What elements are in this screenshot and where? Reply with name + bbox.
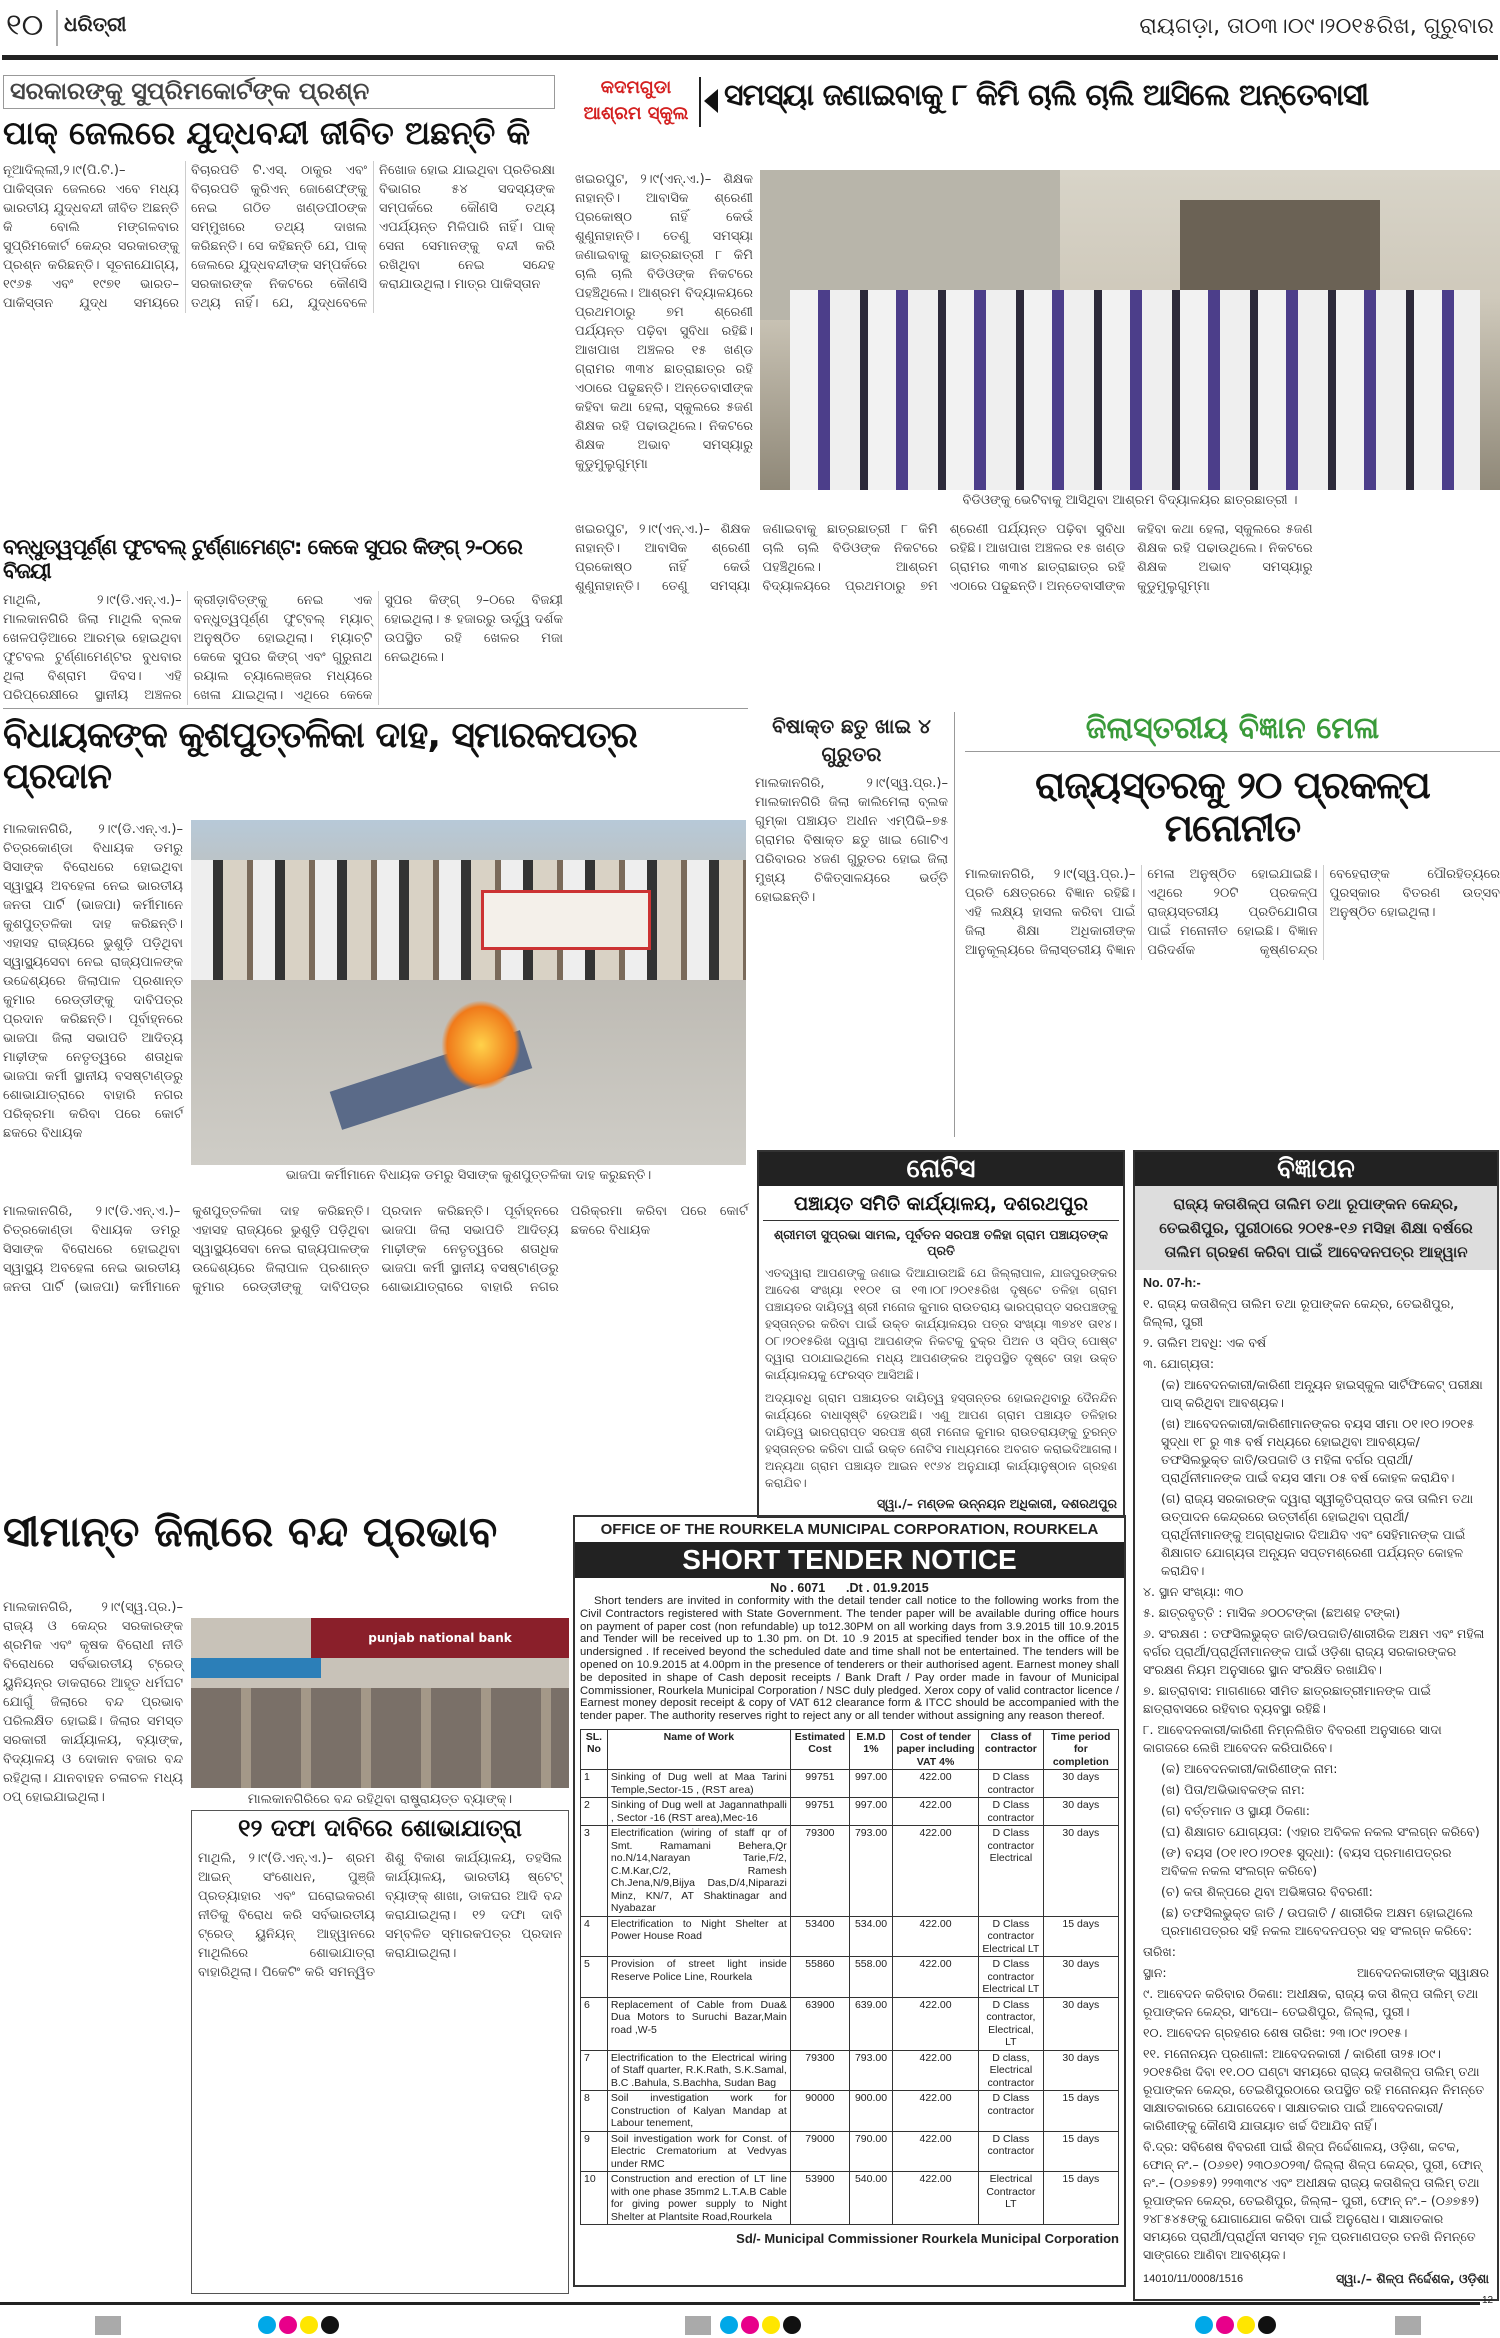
- table-cell: 30 days: [1043, 1997, 1118, 2050]
- table-cell: 558.00: [849, 1957, 892, 1998]
- table-row: [581, 1798, 1119, 1826]
- tender-notice: [573, 1515, 1126, 2287]
- notice-addressee: ଶ୍ରୀମତୀ ସୁପ୍ରଭା ସାମଲ, ପୂର୍ବତନ ସରପଞ୍ଚ ତଳିହା ଗ୍ରାମ ପଞ୍ଚାୟତଙ୍କ ପ୍ରତି: [773, 1226, 1108, 1258]
- table-cell: 10: [581, 2172, 608, 2225]
- table-cell: 7: [581, 2050, 608, 2091]
- dateline: ରାୟଗଡ଼ା, ତା୦୩।୦୯।୨୦୧୫ରିଖ, ଗୁରୁବାର: [1139, 14, 1494, 39]
- article-body: ମାଥିଲି, ୨।୯(ଡି.ଏନ୍.ଏ.)– ଶ୍ରମ ଆଇନ୍ ସଂଶୋଧନ, ପୁଞ୍ଜି ପ୍ରତ୍ୟାହାର ଏବଂ ଘରୋଇକରଣ ନୀତିକୁ ବିରୋଧ କରି ସର୍ବଭାରତୀୟ ଟ୍ରେଡ୍ ୟୁନିୟନ୍ ଆହ୍ୱାନରେ ମାଥିଲିରେ ଶୋଭାଯାତ୍ରା ବାହାରିଥିଲା। ପିକେଟିଂ କରି ସମନ୍ୱିତ ଶିଶୁ ବିକାଶ କାର୍ଯ୍ୟାଳୟ, ତହସିଲ କାର୍ଯ୍ୟାଳୟ, ଭାରତୀୟ ଷ୍ଟେଟ୍ ବ୍ୟାଙ୍କ୍ ଶାଖା, ଡାକଘର ଆଦି ବନ୍ଦ କରାଯାଇଥିଲା। ୧୨ ଦଫା ଦାବି ସମ୍ବଳିତ ସ୍ମାରକପତ୍ର ପ୍ରଦାନ କରାଯାଇଥିଲା।: [198, 1850, 562, 1980]
- table-cell: 422.00: [893, 1826, 979, 1917]
- table-cell: 997.00: [849, 1770, 892, 1798]
- ad-item: ୧. ରାଜ୍ୟ କତାଶିଳ୍ପ ତାଲିମ ତଥା ରୂପାଙ୍କନ କେନ୍ଦ୍ର, ତେଇଶିପୁର, ଜିଲ୍ଲା, ପୁରୀ: [1143, 1296, 1455, 1329]
- article-headline: ସମସ୍ୟା ଜଣାଇବାକୁ ୮ କିମି ଚାଲି ଚାଲି ଆସିଲେ ଅନ୍ତେବାସୀ: [724, 78, 1369, 113]
- ad-item: (ଙ) ବୟସ (୦୧।୧୦।୨୦୧୫ ସୁଦ୍ଧା): (ବୟସ ପ୍ରମାଣପତ୍ରର ଅବିକଳ ନକଲ ସଂଲଗ୍ନ କରିବେ): [1161, 1845, 1452, 1878]
- table-row: [581, 1957, 1119, 1998]
- table-cell: Electrification (wiring of staff qr of Smt. Ramamani Behera,Qr no.N/14,Narayan Tarie,F/2, C.M.Kar,C/2, Ramesh Ch.Jena,N/9,Bijya Das,D/4,Niparazi Minz, KN/7, AT Shaktinagar and Nyabazar: [607, 1826, 790, 1917]
- arrow-icon: [704, 89, 718, 113]
- registration-dot: [258, 2316, 276, 2334]
- photo-effigy-burning: [191, 820, 746, 1165]
- notice-panchayat: [757, 1150, 1125, 1518]
- newspaper-logo: ଧରିତ୍ରୀ: [64, 12, 127, 36]
- column-header: Estimated Cost: [790, 1729, 849, 1770]
- table-cell: D Class contractor: [979, 2091, 1044, 2132]
- article-body: ମାଲକାନଗିରି, ୨।୯(ସ୍ୱ.ପ୍ର.)– ପ୍ରତି କ୍ଷେତ୍ରରେ ବିଜ୍ଞାନ ରହିଛି। ଏହି ଲକ୍ଷ୍ୟ ହାସଲ କରିବା ପାଇଁ ଜିଲା ଶିକ୍ଷା ଅଧିକାରୀଙ୍କ ଆନୁକୂଲ୍ୟରେ ଜିଲାସ୍ତରୀୟ ବିଜ୍ଞାନ ମେଳା ଅନୁଷ୍ଠିତ ହୋଇଯାଇଛି। ଏଥିରେ ୨୦ଟି ପ୍ରକଳ୍ପ ରାଜ୍ୟସ୍ତରୀୟ ପ୍ରତିଯୋଗିତା ପାଇଁ ମନୋନୀତ ହୋଇଛି। ବିଜ୍ଞାନ ପରିଦର୍ଶକ କୃଷ୍ଣଚନ୍ଦ୍ର ବେହେରାଙ୍କ ପୌରହିତ୍ୟରେ ପୁରସ୍କାର ବିତରଣ ଉତ୍ସବ ଅନୁଷ୍ଠିତ ହୋଇଥିଲା।: [965, 866, 1500, 958]
- tender-text: Short tenders are invited in conformity with the detail tender call notice to the following works from the Civil Contractors registered with State Government. The tender paper will be available during office hours on payment of paper cost (non refundable) up to12.30PM on all working days from 3.9.2015 till 10.9.2015 and Tender will be received up to 1.30 pm. on Dt. 10 .9 2015 at specified tender box in the office of the undersigned . If received beyond the scheduled date and time shall not be entertained. The tenders will be opened on 10.9.2015 at 4.00pm in the presence of tenderers or their authorised agent. Earnest money shall be deposited in shape of Cash deposit receipts / Bank Draft / Pay order made in favour of Municipal Commissioner, Rourkela Municipal Corporation / NSC duly pledged. Xerox copy of valid contractor licence / Earnest money deposit receipt & copy of VAT 612 clearance form & ITCC should be accompanied with the tender paper. The authority reserves right to reject any or all tender without assigning any reason thereof.: [580, 1595, 1119, 1723]
- tender-signature: Sd/- Municipal Commissioner Rourkela Municipal Corporation: [736, 2231, 1119, 2247]
- table-cell: D Class contractor: [979, 1770, 1044, 1798]
- ad-item: ୭. ଛାତ୍ରାବାସ: ମାଗଣାରେ ସୀମିତ ଛାତ୍ରଛାତ୍ରୀମାନଙ୍କ ପାଇଁ ଛାତ୍ରାବାସରେ ରହିବାର ବ୍ୟବସ୍ଥା ରହିଛି।: [1143, 1683, 1431, 1716]
- article-rally: [191, 1810, 569, 2294]
- tender-date: .Dt . 01.9.2015: [846, 1581, 929, 1595]
- table-cell: 540.00: [849, 2172, 892, 2225]
- article-body: ମାଲକାନଗିରି, ୨।୯(ସ୍ୱ.ପ୍ର.)– ରାଜ୍ୟ ଓ କେନ୍ଦ୍ର ସରକାରଙ୍କ ଶ୍ରମିକ ଏବଂ କୃଷକ ବିରୋଧୀ ନୀତି ବିରୋଧରେ ସର୍ବଭାରତୀୟ ଟ୍ରେଡ୍ ୟୁନିୟନ୍‌ର ଡାକରାରେ ଆହୂତ ଧର୍ମଘଟ ଯୋଗୁଁ ଜିଲାରେ ବନ୍ଦ ପ୍ରଭାବ ପରିଲକ୍ଷିତ ହୋଇଛି। ଜିଲାର ସମସ୍ତ ସରକାରୀ କାର୍ଯ୍ୟାଳୟ, ବ୍ୟାଙ୍କ, ବିଦ୍ୟାଳୟ ଓ ଦୋକାନ ବଜାର ବନ୍ଦ ରହିଥିଲା। ଯାନବାହନ ଚଳାଚଳ ମଧ୍ୟ ଠପ୍ ହୋଇଯାଇଥିଲା।: [3, 1600, 183, 1805]
- table-cell: 30 days: [1043, 1957, 1118, 1998]
- table-cell: 422.00: [893, 1997, 979, 2050]
- table-cell: 422.00: [893, 2172, 979, 2225]
- ad-item: ୫. ଛାତ୍ରବୃତ୍ତି : ମାସିକ ୬୦୦ଟଙ୍କା (ଛଅଶହ ଟଙ୍କା): [1143, 1605, 1401, 1620]
- table-row: [581, 1997, 1119, 2050]
- photo-students: [760, 170, 1500, 490]
- table-cell: 422.00: [893, 2050, 979, 2091]
- table-cell: 9: [581, 2131, 608, 2172]
- table-cell: 15 days: [1043, 2131, 1118, 2172]
- article-effigy: [3, 715, 748, 1500]
- article-headline: ବିଷାକ୍ତ ଛତୁ ଖାଇ ୪ ଗୁରୁତର: [772, 714, 931, 766]
- table-row: [581, 1770, 1119, 1798]
- table-cell: Soil investigation work for Construction of Kalyan Mandap at Labour tenement,: [607, 2091, 790, 2132]
- page-number: ୧୦: [6, 8, 44, 43]
- table-cell: 53900: [790, 2172, 849, 2225]
- ad-item: (ଖ) ଆବେଦନକାରୀ/କାରିଣୀମାନଙ୍କର ବୟସ ସୀମା ୦୧।୧୦।୨୦୧୫ ସୁଦ୍ଧା ୧୮ ରୁ ୩୫ ବର୍ଷ ମଧ୍ୟରେ ହୋଇଥିବା ଆବଶ୍ୟକ/ ତଫସିଲଭୁକ୍ତ ଜାତି/ଉପଜାତି ଓ ମହିଳା ବର୍ଗର ପ୍ରାର୍ଥୀ/ପ୍ରାର୍ଥିନୀମାନଙ୍କ ପାଇଁ ବୟସ ସୀମା ୦୫ ବର୍ଷ କୋହଳ କରାଯିବ।: [1161, 1416, 1475, 1485]
- notice-signature: ସ୍ୱା./– ମଣ୍ଡଳ ଉନ୍ନୟନ ଅଧିକାରୀ, ଦଶରଥପୁର: [877, 1495, 1117, 1511]
- article-headline: ସୀମାନ୍ତ ଜିଲାରେ ବନ୍ଦ ପ୍ରଭାବ: [3, 1507, 498, 1556]
- ad-item: ବି.ଦ୍ର: ସବିଶେଷ ବିବରଣୀ ପାଇଁ ଶିଳ୍ପ ନିର୍ଦ୍ଦେଶାଳୟ, ଓଡ଼ିଶା, କଟକ, ଫୋନ୍ ନଂ.– (୦୬୭୧) ୨୩୦୬୦୨୩/ ଜିଲ୍ଲା ଶିଳ୍ପ କେନ୍ଦ୍ର, ପୁରୀ, ଫୋନ୍ ନଂ.– (୦୬୭୫୨) ୨୨୩୩୯୪ ଏବଂ ଅଧୀକ୍ଷକ ରାଜ୍ୟ କତାଶିଳ୍ପ ତାଲିମ୍ ତଥା ରୂପାଙ୍କନ କେନ୍ଦ୍ର, ତେଇଶିପୁର, ଜିଲ୍ଲା– ପୁରୀ, ଫୋନ୍ ନଂ.– (୦୬୭୫୨) ୨୪୮୫୪୫ଙ୍କୁ ଯୋଗାଯୋଗ କରିବା ପାଇଁ ଅନୁରୋଧ। ସାକ୍ଷାତକାର ସମୟରେ ପ୍ରାର୍ଥୀ/ପ୍ରାର୍ଥିନୀ ସମସ୍ତ ମୂଳ ପ୍ରମାଣପତ୍ର ତନଖି ନିମନ୍ତେ ସାଙ୍ଗରେ ଆଣିବା ଆବଶ୍ୟକ।: [1143, 2139, 1482, 2262]
- ad-item: ୬. ସଂରକ୍ଷଣ : ତଫସିଲଭୁକ୍ତ ଜାତି/ଉପଜାତି/ଶାରୀରିକ ଅକ୍ଷମ ଏବଂ ମହିଳା ବର୍ଗର ପ୍ରାର୍ଥୀ/ପ୍ରାର୍ଥିନୀମାନଙ୍କ ପାଇଁ ଓଡ଼ିଶା ରାଜ୍ୟ ସରକାରଙ୍କର ସଂରକ୍ଷଣ ନିୟମ ଅନୁସାରେ ସ୍ଥାନ ସଂରକ୍ଷିତ ରଖାଯିବ।: [1143, 1626, 1485, 1677]
- page-header: [0, 0, 1500, 60]
- article-body-continued: ଖଇରପୁଟ, ୨।୯(ଏନ୍.ଏ.)– ଶିକ୍ଷକ ନାହାନ୍ତି। ଆବାସିକ ଶ୍ରେଣୀ ପ୍ରକୋଷ୍ଠ ନାହିଁ କେଉଁ ଶୁଣୁନାହାନ୍ତି। ତେଣୁ ସମସ୍ୟା ଜଣାଇବାକୁ ଛାତ୍ରଛାତ୍ରୀ ୮ କିମି ଚାଲି ଚାଲି ବିଡିଓଙ୍କ ନିକଟରେ ପହଞ୍ଚିଥିଲେ। ଆଶ୍ରମ ବିଦ୍ୟାଳୟରେ ପ୍ରଥମଠାରୁ ୭ମ ଶ୍ରେଣୀ ପର୍ଯ୍ୟନ୍ତ ପଢ଼ିବା ସୁବିଧା ରହିଛି। ଆଖପାଖ ଅଞ୍ଚଳର ୧୫ ଖଣ୍ଡ ଗ୍ରାମର ୩୩୪ ଛାତ୍ରାଛାତ୍ର ରହି ଏଠାରେ ପଢୁଛନ୍ତି। ଅନ୍ତେବାସୀଙ୍କ କହିବା କଥା ହେଲା, ସ୍କୁଲରେ ୫ଜଣ ଶିକ୍ଷକ ରହି ପଢାଉଥିଲେ। ନିକଟରେ ଶିକ୍ଷକ ଅଭାବ ସମସ୍ୟାରୁ କୁଡୁମୁଲୁଗୁମ୍ମା: [575, 522, 1313, 594]
- advertisement-training: [1133, 1150, 1499, 2301]
- ad-item: ୨. ତାଲିମ ଅବଧି: ଏକ ବର୍ଷ: [1143, 1335, 1267, 1350]
- footer-rule: [0, 2302, 1480, 2305]
- table-cell: 422.00: [893, 1957, 979, 1998]
- article-headline: ପାକ୍ ଜେଲରେ ଯୁଦ୍ଧବନ୍ଦୀ ଜୀବିତ ଅଛନ୍ତି କି: [3, 113, 531, 152]
- table-cell: 79300: [790, 1826, 849, 1917]
- registration-dot: [1237, 2316, 1255, 2334]
- table-cell: Sinking of Dug well at Maa Tarini Temple,Sector-15 , (RST area): [607, 1770, 790, 1798]
- ad-footer-row: [1143, 2270, 1489, 2288]
- table-cell: 99751: [790, 1798, 849, 1826]
- table-cell: D Class contractor, Electrical, LT: [979, 1997, 1044, 2050]
- table-cell: D Class contractor Electrical LT: [979, 1916, 1044, 1957]
- table-cell: Electrical Contractor LT: [979, 2172, 1044, 2225]
- table-cell: Soil investigation work for Const. of Electric Crematorium at Vedvyas under RMC: [607, 2131, 790, 2172]
- table-cell: 2: [581, 1798, 608, 1826]
- article-kicker: ସରକାରଙ୍କୁ ସୁପ୍ରିମକୋର୍ଟଙ୍କ ପ୍ରଶ୍ନ: [10, 77, 370, 105]
- table-cell: 55860: [790, 1957, 849, 1998]
- table-cell: 5: [581, 1957, 608, 1998]
- table-cell: 30 days: [1043, 1826, 1118, 1917]
- bank-sign: punjab national bank: [311, 1618, 569, 1658]
- registration-dot: [1195, 2316, 1213, 2334]
- column-header: Time period for completion: [1043, 1729, 1118, 1770]
- kicker-line: ଆଶ୍ରମ ସ୍କୁଲ: [583, 103, 689, 124]
- registration-dot: [300, 2316, 318, 2334]
- header-rule: [2, 55, 1498, 60]
- article-body: ଖଇରପୁଟ, ୨।୯(ଏନ୍.ଏ.)– ଶିକ୍ଷକ ନାହାନ୍ତି। ଆବାସିକ ଶ୍ରେଣୀ ପ୍ରକୋଷ୍ଠ ନାହିଁ କେଉଁ ଶୁଣୁନାହାନ୍ତି। ତେଣୁ ସମସ୍ୟା ଜଣାଇବାକୁ ଛାତ୍ରଛାତ୍ରୀ ୮ କିମି ଚାଲି ଚାଲି ବିଡିଓଙ୍କ ନିକଟରେ ପହଞ୍ଚିଥିଲେ। ଆଶ୍ରମ ବିଦ୍ୟାଳୟରେ ପ୍ରଥମଠାରୁ ୭ମ ଶ୍ରେଣୀ ପର୍ଯ୍ୟନ୍ତ ପଢ଼ିବା ସୁବିଧା ରହିଛି। ଆଖପାଖ ଅଞ୍ଚଳର ୧୫ ଖଣ୍ଡ ଗ୍ରାମର ୩୩୪ ଛାତ୍ରାଛାତ୍ର ରହି ଏଠାରେ ପଢୁଛନ୍ତି। ଅନ୍ତେବାସୀଙ୍କ କହିବା କଥା ହେଲା, ସ୍କୁଲରେ ୫ଜଣ ଶିକ୍ଷକ ରହି ପଢାଉଥିଲେ। ନିକଟରେ ଶିକ୍ଷକ ଅଭାବ ସମସ୍ୟାରୁ କୁଡୁମୁଲୁଗୁମ୍ମା: [575, 172, 753, 472]
- article-football: [3, 535, 563, 705]
- article-headline: ୧୨ ଦଫା ଦାବିରେ ଶୋଭାଯାତ୍ରା: [238, 1814, 522, 1842]
- table-cell: D class, Electrical contractor: [979, 2050, 1044, 2091]
- table-cell: Sinking of Dug well at Jagannathpalli , Sector -16 (RST area),Mec-16: [607, 1798, 790, 1826]
- table-row: [581, 1916, 1119, 1957]
- table-cell: D Class contractor: [979, 1798, 1044, 1826]
- ad-item: ୩. ଯୋଗ୍ୟତା:: [1143, 1356, 1215, 1371]
- page-mark: 12: [1482, 2295, 1494, 2306]
- photo-closed-bank: [191, 1618, 569, 1788]
- table-cell: 30 days: [1043, 2050, 1118, 2091]
- ad-place-label: ସ୍ଥାନ:: [1143, 1965, 1167, 1980]
- ad-items-2: [1143, 1985, 1489, 2264]
- table-cell: 79300: [790, 2050, 849, 2091]
- table-cell: 422.00: [893, 1770, 979, 1798]
- ad-item: ୮. ଆବେଦନକାରୀ/କାରିଣୀ ନିମ୍ନଲିଖିତ ବିବରଣୀ ଅନୁସାରେ ସାଦା କାଗଜରେ ଲେଖି ଆବେଦନ କରିପାରିବେ।: [1143, 1722, 1442, 1755]
- table-row: [581, 2172, 1119, 2225]
- ad-item: ୧୧. ମନୋନୟନ ପ୍ରଣାଳୀ: ଆବେଦନକାରୀ / କାରିଣୀ ତା୨୫।୦୯।୨୦୧୫ରିଖ ଦିବା ୧୧.୦୦ ଘଣ୍ଟା ସମୟରେ ରାଜ୍ୟ କତାଶିଳ୍ପ ତାଲିମ୍ ତଥା ରୂପାଙ୍କନ କେନ୍ଦ୍ର, ତେଇଶିପୁରଠାରେ ଉପସ୍ଥିତ ରହି ମନୋନୟନ ନିମନ୍ତେ ସାକ୍ଷାତକାରରେ ଯୋଗଦେବେ। ସାକ୍ଷାତକାର ପାଇଁ ଆବେଦନକାରୀ/କାରିଣୀଙ୍କୁ କୌଣସି ଯାତାୟାତ ଖର୍ଚ୍ଚ ଦିଆଯିବ ନାହିଁ।: [1143, 2046, 1485, 2133]
- tender-number: No . 6071: [770, 1581, 826, 1595]
- notice-para: ଅଦ୍ୟାବଧି ଗ୍ରାମ ପଞ୍ଚାୟତର ଦାୟିତ୍ୱ ହସ୍ତାନ୍ତର ହୋଇନଥିବାରୁ ଦୈନନ୍ଦିନ କାର୍ଯ୍ୟରେ ବାଧାସୃଷ୍ଟି ହେଉଅଛି। ଏଣୁ ଆପଣ ଗ୍ରାମ ପଞ୍ଚାୟତ ତଳିହାର ଦାୟିତ୍ୱ ଭାରପ୍ରାପ୍ତ ସରପଞ୍ଚ ଶ୍ରୀ ମନୋଜ କୁମାର ରାଉତରାୟଙ୍କୁ ତୁରନ୍ତ ହସ୍ତାନ୍ତର କରିବା ପାଇଁ ଉକ୍ତ ନୋଟିସ ମାଧ୍ୟମରେ ଅବଗତ କରାଇଦିଆଗଲା। ଅନ୍ୟଥା ଗ୍ରାମ ପଞ୍ଚାୟତ ଆଇନ ୧୯୬୪ ଅନୁଯାୟୀ କାର୍ଯ୍ୟାନୁଷ୍ଠାନ ଗ୍ରହଣ କରାଯିବ।: [765, 1390, 1117, 1490]
- ad-signature: ସ୍ୱା./– ଶିଳ୍ପ ନିର୍ଦ୍ଦେଶକ, ଓଡ଼ିଶା: [1335, 2271, 1489, 2286]
- ad-title: ବିଜ୍ଞାପନ: [1135, 1152, 1497, 1186]
- table-cell: 422.00: [893, 2131, 979, 2172]
- table-cell: 30 days: [1043, 1798, 1118, 1826]
- column-header: E.M.D 1%: [849, 1729, 892, 1770]
- table-cell: 790.00: [849, 2131, 892, 2172]
- ad-date-label: ତାରିଖ:: [1143, 1944, 1176, 1959]
- table-cell: 99751: [790, 1770, 849, 1798]
- table-cell: 997.00: [849, 1798, 892, 1826]
- tender-table: [580, 1729, 1119, 2226]
- ad-number: No. 07-h:-: [1143, 1276, 1201, 1290]
- registration-dot: [1216, 2316, 1234, 2334]
- table-cell: 15 days: [1043, 2091, 1118, 2132]
- registration-dot: [1258, 2316, 1276, 2334]
- article-bandh: [3, 1508, 570, 2298]
- notice-para: ଏତଦ୍ୱାରା ଆପଣଙ୍କୁ ଜଣାଇ ଦିଆଯାଉଅଛି ଯେ ଜିଲ୍ଲାପାଳ, ଯାଜପୁରଙ୍କର ଆଦେଶ ସଂଖ୍ୟା ୧୧୦୧ ତା ୧୩।୦୮।୨୦୧୫ରିଖ ଦୃଷ୍ଟେ ତଳିହା ଗ୍ରାମ ପଞ୍ଚାୟତର ଦାୟିତ୍ୱ ଶ୍ରୀ ମନୋଜ କୁମାର ରାଉତରାୟ ଭାରପ୍ରାପ୍ତ ସରପଞ୍ଚଙ୍କୁ ହସ୍ତାନ୍ତର କରିବା ପାଇଁ ଉକ୍ତ କାର୍ଯ୍ୟାଳୟର ପତ୍ର ସଂଖ୍ୟା ୩୭୪୧ ତା୧୪।୦୮।୨୦୧୫ରିଖ ଦ୍ୱାରା ଆପଣଙ୍କ ନିକଟକୁ ବୁକ୍‌ର ପିଅନ ଓ ସ୍ପିଡ୍ ପୋଷ୍ଟ ଦ୍ୱାରା ପଠାଯାଇଥିଲେ ମଧ୍ୟ ଆପଣଙ୍କର ଅନୁପସ୍ଥିତ ଦୃଷ୍ଟେ ତାହା ଉକ୍ତ କାର୍ଯ୍ୟାଳୟକୁ ଫେରସ୍ତ ଆସିଅଛି।: [765, 1265, 1117, 1382]
- table-cell: D Class contractor: [979, 2131, 1044, 2172]
- arrow-icon: [699, 77, 701, 127]
- registration-dot: [279, 2316, 297, 2334]
- ad-item: (ଘ) ଶିକ୍ଷାଗତ ଯୋଗ୍ୟତା: (ଏହାର ଅବିକଳ ନକଲ ସଂଲଗ୍ନ କରିବେ): [1161, 1824, 1480, 1839]
- photo-caption: ମାଲକାନଗିରିରେ ବନ୍ଦ ରହିଥିବା ରାଷ୍ଟ୍ରାୟତ୍ତ ବ୍ୟାଙ୍କ୍।: [247, 1792, 513, 1807]
- ad-signature-label: ଆବେଦନକାରୀଙ୍କ ସ୍ୱାକ୍ଷର: [1357, 1965, 1489, 1980]
- ad-item: (କ) ଆବେଦନକାରୀ/କାରିଣୀଙ୍କ ନାମ:: [1161, 1761, 1338, 1776]
- table-cell: 4: [581, 1916, 608, 1957]
- article-headline: ବିଧାୟକଙ୍କ କୁଶପୁତ୍ତଳିକା ଦାହ, ସ୍ମାରକପତ୍ର ପ୍ରଦାନ: [3, 715, 637, 798]
- registration-dot: [741, 2316, 759, 2334]
- article-headline: ବନ୍ଧୁତ୍ୱପୂର୍ଣ୍ଣ ଫୁଟବଲ୍ ଟୁର୍ଣ୍ଣାମେଣ୍ଟ: କେକେ ସୁପର କିଙ୍ଗ୍ ୨-୦ରେ ବିଜୟୀ: [3, 535, 522, 584]
- table-cell: 53400: [790, 1916, 849, 1957]
- registration-dot: [762, 2316, 780, 2334]
- article-headline: ରାଜ୍ୟସ୍ତରକୁ ୨୦ ପ୍ରକଳ୍ପ ମନୋନୀତ: [1035, 762, 1430, 851]
- notice-title: ନୋଟିସ: [759, 1152, 1123, 1186]
- table-cell: 534.00: [849, 1916, 892, 1957]
- table-cell: D Class contractor Electrical LT: [979, 1957, 1044, 1998]
- divider: [56, 10, 58, 46]
- table-cell: 422.00: [893, 2091, 979, 2132]
- table-cell: 90000: [790, 2091, 849, 2132]
- table-cell: 639.00: [849, 1997, 892, 2050]
- table-cell: D Class contractor Electrical: [979, 1826, 1044, 1917]
- table-row: [581, 2050, 1119, 2091]
- table-cell: 79000: [790, 2131, 849, 2172]
- registration-marks: [0, 2316, 1500, 2335]
- ad-item: ୯. ଆବେଦନ କରିବାର ଠିକଣା: ଅଧୀକ୍ଷକ, ରାଜ୍ୟ କତା ଶିଳ୍ପ ତାଲିମ୍ ତଥା ରୂପାଙ୍କନ କେନ୍ଦ୍ର, ସାଂପୋ– ତେଇଶିପୁର, ଜିଲ୍ଲା, ପୁରୀ।: [1143, 1986, 1479, 2019]
- column-header: SL. No: [581, 1729, 608, 1770]
- registration-dot: [321, 2316, 339, 2334]
- table-cell: 6: [581, 1997, 608, 2050]
- table-cell: 1: [581, 1770, 608, 1798]
- tender-title: SHORT TENDER NOTICE: [575, 1542, 1124, 1578]
- table-row: [581, 2131, 1119, 2172]
- kicker-line: କଦମଗୁଡା: [600, 77, 672, 98]
- ad-item: (ଗ) ରାଜ୍ୟ ସରକାରଙ୍କ ଦ୍ୱାରା ସ୍ୱୀକୃତିପ୍ରାପ୍ତ କତା ତାଲିମ ତଥା ଉତ୍ପାଦନ କେନ୍ଦ୍ରରେ ଉତ୍ତୀର୍ଣ୍ଣ ହୋଇଥିବା ପ୍ରାର୍ଥୀ/ପ୍ରାର୍ଥିନୀମାନଙ୍କୁ ଅଗ୍ରାଧିକାର ଦିଆଯିବ ଏବଂ ସେହିମାନଙ୍କ ପାଇଁ ଶିକ୍ଷାଗତ ଯୋଗ୍ୟତା ଅନ୍ୟୂନ ସପ୍ତମଶ୍ରେଣୀ ପର୍ଯ୍ୟନ୍ତ କୋହଳ କରାଯିବ।: [1161, 1491, 1474, 1578]
- ad-item: (ଛ) ତଫସିଲଭୁକ୍ତ ଜାତି / ଉପଜାତି / ଶାରୀରିକ ଅକ୍ଷମ ହୋଇଥିଲେ ପ୍ରମାଣପତ୍ରର ସହି ନକଲ ଆବେଦନପତ୍ର ସହ ସଂଲଗ୍ନ କରିବେ:: [1161, 1905, 1474, 1938]
- column-header: Name of Work: [607, 1729, 790, 1770]
- photo-caption: ଭାଜପା କର୍ମୀମାନେ ବିଧାୟକ ଡମରୁ ସିସାଙ୍କ କୁଶପୁତ୍ତଳିକା ଦାହ କରୁଛନ୍ତି।: [285, 1168, 652, 1183]
- article-supreme-court: [3, 75, 555, 313]
- article-body: ମାଥିଲି, ୨।୯(ଡି.ଏନ୍.ଏ.)– ମାଲକାନଗିରି ଜିଲା ମାଥିଲି ବ୍ଲକ ଖେଳପଡ଼ିଆରେ ଆରମ୍ଭ ହୋଇଥିବା ଫୁଟବଲ ଟୁର୍ଣ୍ଣାମେଣ୍ଟର ବୁଧବାର ଥିଲା ବିଶ୍ରାମ ଦିବସ। ଏହି ପରିପ୍ରେକ୍ଷୀରେ ସ୍ଥାନୀୟ ଅଞ୍ଚଳର କ୍ରୀଡ଼ାବିତ୍‌ଙ୍କୁ ନେଇ ଏକ ବନ୍ଧୁତ୍ୱପୂର୍ଣ୍ଣ ଫୁଟ୍‌ବଲ୍ ମ୍ୟାଚ୍ ଅନୁଷ୍ଠିତ ହୋଇଥିଲା। ମ୍ୟାଚ୍‌ଟି କେକେ ସୁପର କିଙ୍ଗ୍ ଏବଂ ଗୁରୁନାଥ ରୟାଲ ଚ୍ୟାଲେଞ୍ଜର ମଧ୍ୟରେ ଖେଳା ଯାଇଥିଲା। ଏଥିରେ କେକେ ସୁପର କିଙ୍ଗ୍ ୨–୦ରେ ବିଜୟୀ ହୋଇଥିଲା। ୫ ହଜାରରୁ ଊର୍ଦ୍ଧ୍ୱ ଦର୍ଶକ ଉପସ୍ଥିତ ରହି ଖେଳର ମଜା ନେଇଥିଲେ।: [3, 593, 563, 704]
- article-science-fair: [965, 712, 1500, 960]
- table-row: [581, 1826, 1119, 1917]
- column-header: Cost of tender paper including VAT 4%: [893, 1729, 979, 1770]
- table-cell: 422.00: [893, 1798, 979, 1826]
- photo-caption: ବିଡିଓଙ୍କୁ ଭେଟିବାକୁ ଆସିଥିବା ଆଶ୍ରମ ବିଦ୍ୟାଳୟର ଛାତ୍ରଛାତ୍ରୀ ।: [962, 493, 1298, 508]
- registration-dot: [720, 2316, 738, 2334]
- ad-item: (କ) ଆବେଦନକାରୀ/କାରିଣୀ ଅନ୍ୟୂନ ହାଇସ୍କୁଲ ସାର୍ଟିଫିକେଟ୍ ପରୀକ୍ଷା ପାସ୍ କରିଥିବା ଆବଶ୍ୟକ।: [1161, 1377, 1483, 1410]
- ad-item: (ଚ) କତା ଶିଳ୍ପରେ ଥିବା ଅଭିଜ୍ଞତାର ବିବରଣୀ:: [1161, 1884, 1373, 1899]
- registration-dot: [783, 2316, 801, 2334]
- article-body: ନୂଆଦିଲ୍ଲୀ,୨।୯(ପି.ଟି.)– ପାକିସ୍ତାନ ଜେଲରେ ଏବେ ମଧ୍ୟ ଭାରତୀୟ ଯୁଦ୍ଧବନ୍ଦୀ ଜୀବିତ ଅଛନ୍ତି କି ବୋଲି ମଙ୍ଗଳବାର ସୁପ୍ରିମକୋର୍ଟ କେନ୍ଦ୍ର ସରକାରଙ୍କୁ ପ୍ରଶ୍ନ କରିଛନ୍ତି। ସୂଚନାଯୋଗ୍ୟ, ୧୯୬୫ ଏବଂ ୧୯୭୧ ଭାରତ–ପାକିସ୍ତାନ ଯୁଦ୍ଧ ସମୟରେ ବିଚାରପତି ଟି.ଏସ୍. ଠାକୁର ଏବଂ ବିଚାରପତି କୁରିଏନ୍ ଜୋଶେଫ୍‌ଙ୍କୁ ନେଇ ଗଠିତ ଖଣ୍ଡପୀଠଙ୍କ ସମ୍ମୁଖରେ ତଥ୍ୟ ଦାଖଲ କରିଛନ୍ତି। ସେ କହିଛନ୍ତି ଯେ, ପାକ୍ ଜେଲରେ ଯୁଦ୍ଧବନ୍ଦୀଙ୍କ ସମ୍ପର୍କରେ ସରକାରଙ୍କ ନିକଟରେ କୌଣସି ତଥ୍ୟ ନାହିଁ। ଯେ, ଯୁଦ୍ଧବେଳେ ନିଖୋଜ ହୋଇ ଯାଇଥିବା ପ୍ରତିରକ୍ଷା ବିଭାଗର ୫୪ ସଦସ୍ୟଙ୍କ ସମ୍ପର୍କରେ କୌଣସି ତଥ୍ୟ ଏପର୍ଯ୍ୟନ୍ତ ମିଳିପାରି ନାହିଁ। ପାକ୍ ସେନା ସେମାନଙ୍କୁ ବନ୍ଦୀ କରି ରଖିଥିବା ନେଇ ସନ୍ଦେହ କରାଯାଉଥିଲା। ମାତ୍ର ପାକିସ୍ତାନ: [3, 163, 555, 312]
- ad-item: (ଖ) ପିତା/ଅଭିଭାବକଙ୍କ ନାମ:: [1161, 1782, 1305, 1797]
- table-cell: 15 days: [1043, 2172, 1118, 2225]
- table-cell: Construction and erection of LT line with one phase 35mm2 L.T.A.B Cable for giving power supply to Night Shelter at Plantsite Road,Rourkela: [607, 2172, 790, 2225]
- article-kicker: [576, 75, 696, 127]
- table-cell: 900.00: [849, 2091, 892, 2132]
- table-cell: 15 days: [1043, 1916, 1118, 1957]
- table-cell: 30 days: [1043, 1770, 1118, 1798]
- article-kicker: ଜିଲାସ୍ତରୀୟ ବିଜ୍ଞାନ ମେଳା: [965, 712, 1500, 752]
- table-cell: 3: [581, 1826, 608, 1917]
- table-cell: Provision of street light inside Reserve Police Line, Rourkela: [607, 1957, 790, 1998]
- table-cell: Electrification to the Electrical wiring of Staff quarter, R.K.Rath, S.K.Samal, B.C .Bahula, S.Bachha, Sudan Bag: [607, 2050, 790, 2091]
- table-cell: 63900: [790, 1997, 849, 2050]
- column-header: Class of contractor: [979, 1729, 1044, 1770]
- table-row: [581, 2091, 1119, 2132]
- table-cell: 8: [581, 2091, 608, 2132]
- table-cell: Replacement of Cable from Dua& Dua Motors to Suruchi Bazar,Main road ,W-5: [607, 1997, 790, 2050]
- article-mushroom: [755, 712, 955, 1137]
- ad-item: ୪. ସ୍ଥାନ ସଂଖ୍ୟା: ୩୦: [1143, 1584, 1244, 1599]
- article-body: ମାଲକାନଗିରି, ୨।୯(ଡି.ଏନ୍.ଏ.)– ଚିତ୍ରକୋଣ୍ଡା ବିଧାୟକ ଡମରୁ ସିସାଙ୍କ ବିରୋଧରେ ହୋଇଥିବା ସ୍ୱାସ୍ଥ୍ୟ ଅବହେଳା ନେଇ ଭାରତୀୟ ଜନତା ପାର୍ଟି (ଭାଜପା) କର୍ମୀମାନେ କୁଶପୁତ୍ତଳିକା ଦାହ କରିଛନ୍ତି। ଏହାସହ ରାଜ୍ୟରେ ଭୁଶୁଡ଼ି ପଡ଼ିଥିବା ସ୍ୱାସ୍ଥ୍ୟସେବା ନେଇ ରାଜ୍ୟପାଳଙ୍କ ଉଦ୍ଦେଶ୍ୟରେ ଜିଲାପାଳ ପ୍ରଶାନ୍ତ କୁମାର ରେଡ୍ଡୀଙ୍କୁ ଦାବିପତ୍ର ପ୍ରଦାନ କରିଛନ୍ତି। ପୂର୍ବାହ୍ନରେ ଭାଜପା ଜିଲା ସଭାପତି ଆଦିତ୍ୟ ମାଢ଼ୀଙ୍କ ନେତୃତ୍ୱରେ ଶତାଧିକ ଭାଜପା କର୍ମୀ ସ୍ଥାନୀୟ ବସଷ୍ଟାଣ୍ଡରୁ ଶୋଭାଯାତ୍ରାରେ ବାହାରି ନଗର ପରିକ୍ରମା କରିବା ପରେ କୋର୍ଟ ଛକରେ ବିଧାୟକ: [3, 822, 183, 1141]
- ad-reference: 14010/11/0008/1516: [1143, 2273, 1244, 2285]
- article-body-continued: ମାଲକାନଗିରି, ୨।୯(ଡି.ଏନ୍.ଏ.)– ଚିତ୍ରକୋଣ୍ଡା ବିଧାୟକ ଡମରୁ ସିସାଙ୍କ ବିରୋଧରେ ହୋଇଥିବା ସ୍ୱାସ୍ଥ୍ୟ ଅବହେଳା ନେଇ ଭାରତୀୟ ଜନତା ପାର୍ଟି (ଭାଜପା) କର୍ମୀମାନେ କୁଶପୁତ୍ତଳିକା ଦାହ କରିଛନ୍ତି। ଏହାସହ ରାଜ୍ୟରେ ଭୁଶୁଡ଼ି ପଡ଼ିଥିବା ସ୍ୱାସ୍ଥ୍ୟସେବା ନେଇ ରାଜ୍ୟପାଳଙ୍କ ଉଦ୍ଦେଶ୍ୟରେ ଜିଲାପାଳ ପ୍ରଶାନ୍ତ କୁମାର ରେଡ୍ଡୀଙ୍କୁ ଦାବିପତ୍ର ପ୍ରଦାନ କରିଛନ୍ତି। ପୂର୍ବାହ୍ନରେ ଭାଜପା ଜିଲା ସଭାପତି ଆଦିତ୍ୟ ମାଢ଼ୀଙ୍କ ନେତୃତ୍ୱରେ ଶତାଧିକ ଭାଜପା କର୍ମୀ ସ୍ଥାନୀୟ ବସଷ୍ଟାଣ୍ଡରୁ ଶୋଭାଯାତ୍ରାରେ ବାହାରି ନଗର ପରିକ୍ରମା କରିବା ପରେ କୋର୍ଟ ଛକରେ ବିଧାୟକ: [3, 1204, 748, 1295]
- table-cell: Electrification to Night Shelter at Power House Road: [607, 1916, 790, 1957]
- ad-item: (ଗ) ବର୍ତ୍ତମାନ ଓ ସ୍ଥାୟୀ ଠିକଣା:: [1161, 1803, 1310, 1818]
- table-cell: 793.00: [849, 1826, 892, 1917]
- tender-number-row: [580, 1581, 1119, 1595]
- ad-heading: ରାଜ୍ୟ କତାଶିଳ୍ପ ତାଲିମ ତଥା ରୂପାଙ୍କନ କେନ୍ଦ୍ର, ତେଇଶିପୁର, ପୁରୀଠାରେ ୨୦୧୫-୧୬ ମସିହା ଶିକ୍ଷା ବର୍ଷରେ ତାଲିମ ଗ୍ରହଣ କରିବା ପାଇଁ ଆବେଦନପତ୍ର ଆହ୍ୱାନ: [1135, 1186, 1497, 1270]
- ad-items: [1143, 1295, 1489, 1940]
- article-body: ମାଲକାନଗିରି, ୨।୯(ସ୍ୱ.ପ୍ର.)– ମାଲକାନଗିରି ଜିଲା କାଲିମେଲା ବ୍ଲକ ଗୁମ୍କା ପଞ୍ଚାୟତ ଅଧୀନ ଏମ୍‌ପିଭି–୭୫ ଗ୍ରାମର ବିଷାକ୍ତ ଛତୁ ଖାଇ ଗୋଟିଏ ପରିବାରର ୪ଜଣ ଗୁରୁତର ହୋଇ ଜିଲା ମୁଖ୍ୟ ଚିକିତ୍ସାଳୟରେ ଭର୍ତ୍ତି ହୋଇଛନ୍ତି।: [755, 776, 948, 905]
- notice-office: ପଞ୍ଚାୟତ ସମିତି କାର୍ଯ୍ୟାଳୟ, ଦଶରଥପୁର: [763, 1194, 1119, 1221]
- table-cell: 793.00: [849, 2050, 892, 2091]
- table-cell: 422.00: [893, 1916, 979, 1957]
- divider: [3, 708, 748, 709]
- tender-office: OFFICE OF THE ROURKELA MUNICIPAL CORPORATION, ROURKELA: [600, 1521, 1099, 1538]
- ad-place-row: [1143, 1964, 1489, 1982]
- ad-item: ୧୦. ଆବେଦନ ଗ୍ରହଣର ଶେଷ ତାରିଖ: ୨୩।୦୯।୨୦୧୫।: [1143, 2025, 1408, 2040]
